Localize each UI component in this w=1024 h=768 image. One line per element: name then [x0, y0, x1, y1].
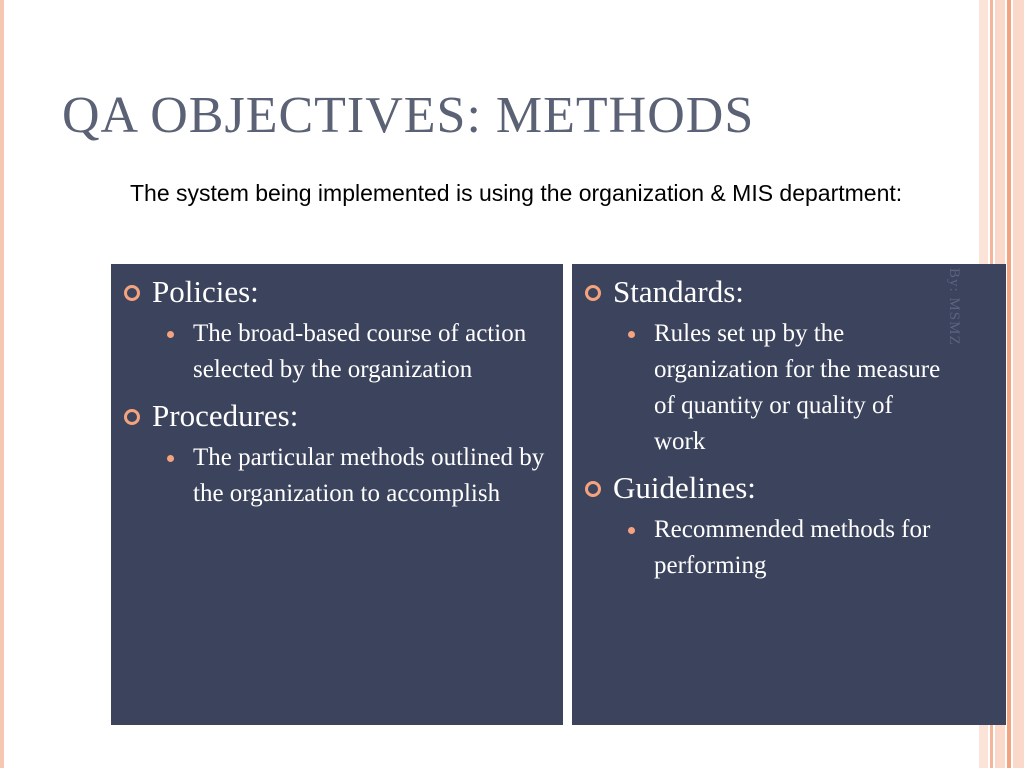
sub-bullet-list [613, 512, 1006, 584]
sub-bullet-item [152, 316, 563, 388]
bullet-label: Standards: [613, 274, 744, 309]
ring-bullet-icon [585, 481, 601, 497]
bullet-guidelines [572, 470, 1006, 584]
right-content-panel [572, 264, 1006, 725]
bullet-label: Procedures: [152, 398, 299, 433]
left-border-rule [0, 0, 4, 768]
slide-subtitle: The system being implemented is using the organization & MIS department: [130, 180, 903, 206]
slide-title: QA OBJECTIVES: METHODS [62, 87, 755, 144]
dot-bullet-icon [628, 331, 635, 338]
sub-bullet-text: The broad-based course of action selected by the organization [193, 320, 527, 383]
sub-bullet-list [152, 316, 563, 388]
bullet-procedures [111, 398, 563, 512]
dot-bullet-icon [167, 455, 174, 462]
ring-bullet-icon [585, 285, 601, 301]
sub-bullet-text: Recommended methods for performing [654, 516, 931, 579]
right-bullet-list [572, 274, 1006, 584]
ring-bullet-icon [124, 409, 140, 425]
dot-bullet-icon [167, 331, 174, 338]
sub-bullet-item [152, 440, 563, 512]
bullet-label: Policies: [152, 274, 259, 309]
left-bullet-list [111, 274, 563, 512]
sub-bullet-list [152, 440, 563, 512]
bullet-policies [111, 274, 563, 388]
sub-bullet-item [613, 512, 1006, 584]
author-watermark: By: MSMZ [946, 268, 962, 346]
sub-bullet-text: The particular methods outlined by the organization to accomplish [193, 444, 545, 507]
dot-bullet-icon [628, 527, 635, 534]
bullet-label: Guidelines: [613, 470, 756, 505]
left-content-panel [111, 264, 563, 725]
bullet-standards [572, 274, 1006, 460]
sub-bullet-text: Rules set up by the organization for the measure of quantity or quality of work [654, 320, 941, 455]
ring-bullet-icon [124, 285, 140, 301]
